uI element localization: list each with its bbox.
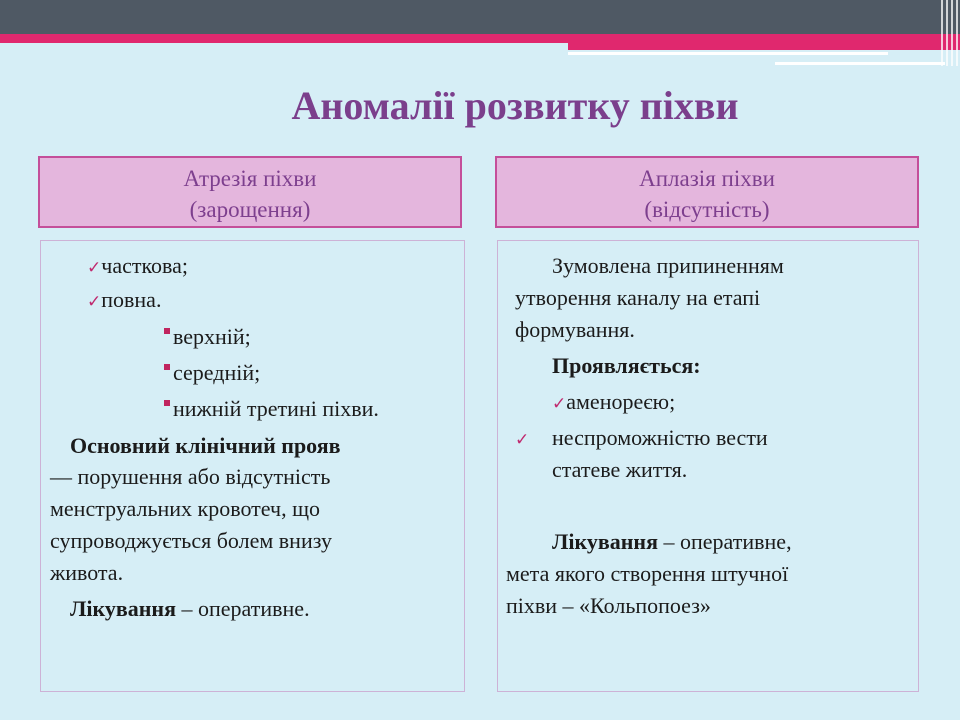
check-icon: ✓	[552, 394, 567, 414]
left-sublist-item: середній;	[164, 357, 260, 388]
left-header-line1: Атрезія піхви	[183, 166, 317, 191]
pink-stripe-step	[568, 43, 960, 50]
check-icon: ✓	[87, 258, 102, 278]
cause-line: Зумовлена припиненням	[552, 253, 784, 278]
square-bullet-icon	[164, 364, 170, 370]
square-bullet-icon	[164, 400, 170, 406]
slide-title: Аномалії розвитку піхви	[291, 83, 739, 128]
right-list-check	[515, 422, 529, 456]
right-treatment: Лікування – оперативне,	[552, 529, 792, 554]
pink-stripe	[0, 34, 960, 43]
right-list-item: неспроможністю вести	[552, 425, 768, 450]
clinical-heading: Основний клінічний прояв	[70, 433, 341, 458]
square-bullet-icon	[164, 328, 170, 334]
left-header-box	[38, 156, 462, 228]
right-treatment-line: мета якого створення штучної	[506, 561, 789, 586]
clinical-line: — порушення або відсутність	[50, 464, 331, 489]
white-stripe-1	[568, 52, 888, 55]
clinical-line: менструальних кровотеч, що	[50, 496, 321, 521]
right-treatment-line: піхви – «Кольпопоез»	[506, 593, 711, 618]
right-header-line1: Аплазія піхви	[639, 166, 775, 191]
white-stripe-2	[775, 62, 945, 65]
left-list-item: ✓часткова;	[87, 253, 189, 278]
top-bar	[0, 0, 960, 34]
left-sublist-item: верхній;	[164, 321, 251, 352]
clinical-line: супроводжується болем внизу	[50, 528, 332, 553]
right-list-item: статеве життя.	[552, 457, 688, 482]
right-header-line2: (відсутність)	[644, 197, 770, 222]
left-header-line2: (зарощення)	[189, 197, 311, 222]
check-icon: ✓	[87, 292, 102, 312]
cause-line: утворення каналу на етапі	[515, 285, 761, 310]
corner-lines-decoration	[938, 0, 960, 66]
right-list-item: ✓аменореєю;	[552, 389, 676, 414]
right-header-box	[495, 156, 919, 228]
manifest-heading: Проявляється:	[552, 353, 701, 378]
left-treatment: Лікування – оперативне.	[70, 596, 310, 621]
left-list-item: ✓повна.	[87, 287, 162, 312]
left-sublist-item: нижній третині піхви.	[164, 393, 379, 424]
cause-line: формування.	[515, 317, 635, 342]
check-icon: ✓	[515, 430, 530, 450]
clinical-line: живота.	[50, 560, 124, 585]
